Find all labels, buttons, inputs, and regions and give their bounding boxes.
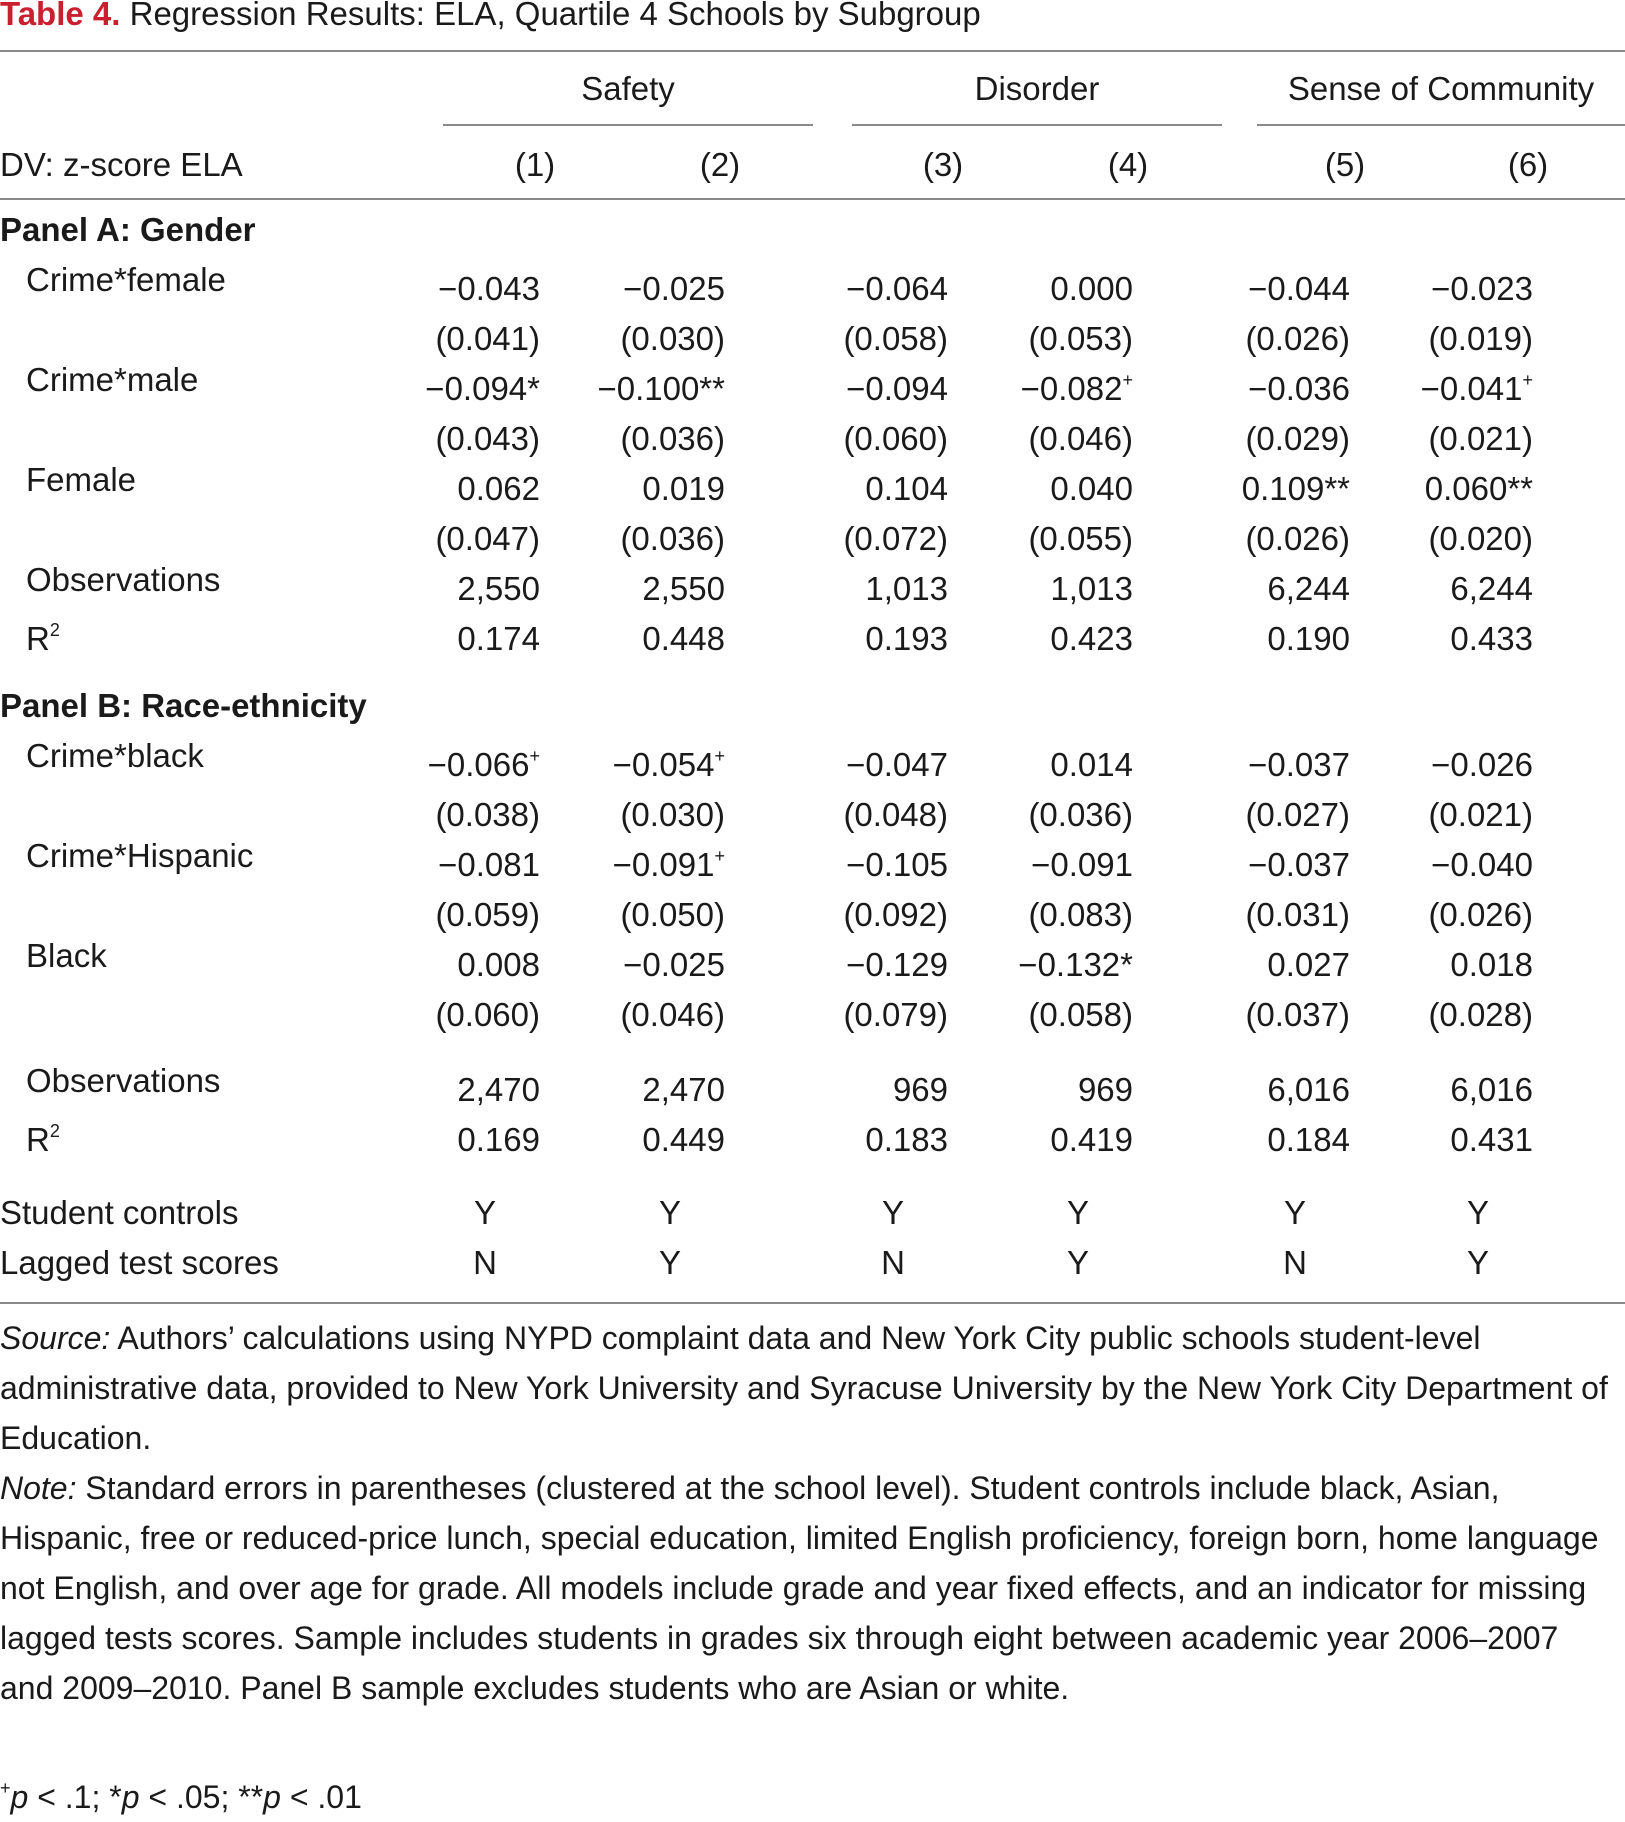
observations-cell: 1,013 <box>1050 570 1133 607</box>
std-error-cell: (0.027) <box>1245 796 1350 833</box>
r-squared-cell: 0.449 <box>642 1121 725 1158</box>
table-title <box>0 0 981 36</box>
std-error-cell: (0.041) <box>435 320 540 357</box>
control-cell: Y <box>1283 1194 1306 1231</box>
observations-cell: 6,244 <box>1267 570 1350 607</box>
observations-label: Observations <box>26 1062 221 1099</box>
control-cell: Y <box>1466 1194 1489 1231</box>
std-error-cell: (0.026) <box>1245 320 1350 357</box>
std-error-cell: (0.031) <box>1245 896 1350 933</box>
r-squared-cell: 0.190 <box>1267 620 1350 657</box>
std-error-cell: (0.053) <box>1028 320 1133 357</box>
coefficient-cell: 0.014 <box>1050 746 1133 783</box>
table-caption: Regression Results: ELA, Quartile 4 Schools by Subgroup <box>129 0 981 32</box>
std-error-cell: (0.083) <box>1028 896 1133 933</box>
std-error-cell: (0.046) <box>620 996 725 1033</box>
control-cell: Y <box>1066 1244 1089 1281</box>
observations-label: Observations <box>26 561 221 598</box>
row-label: Black <box>26 937 107 974</box>
std-error-cell: (0.036) <box>620 520 725 557</box>
row-label: Crime*female <box>26 261 226 298</box>
note-text-block <box>0 1463 1620 1713</box>
control-cell: N <box>1283 1244 1307 1281</box>
coefficient-cell: −0.037 <box>1248 746 1350 783</box>
group-rule-safety <box>443 124 813 126</box>
column-header-1: (1) <box>514 146 556 183</box>
std-error-cell: (0.060) <box>843 420 948 457</box>
r-squared-cell: 0.431 <box>1450 1121 1533 1158</box>
coefficient-cell: −0.091+ <box>612 846 725 883</box>
std-error-cell: (0.028) <box>1428 996 1533 1033</box>
std-error-cell: (0.036) <box>1028 796 1133 833</box>
observations-cell: 6,016 <box>1267 1071 1350 1108</box>
coefficient-cell: −0.037 <box>1248 846 1350 883</box>
r-squared-cell: 0.193 <box>865 620 948 657</box>
observations-cell: 2,550 <box>642 570 725 607</box>
std-error-cell: (0.029) <box>1245 420 1350 457</box>
std-error-cell: (0.030) <box>620 796 725 833</box>
std-error-cell: (0.030) <box>620 320 725 357</box>
control-cell: Y <box>1466 1244 1489 1281</box>
panel-title-1: Panel A: Gender <box>0 211 256 248</box>
observations-cell: 2,470 <box>457 1071 540 1108</box>
coefficient-cell: −0.044 <box>1248 270 1350 307</box>
observations-cell: 2,550 <box>457 570 540 607</box>
coefficient-cell: 0.040 <box>1050 470 1133 507</box>
row-label: Crime*Hispanic <box>26 837 254 874</box>
group-rule-sense-of-community <box>1257 124 1625 126</box>
source-label: Source: <box>0 1320 111 1356</box>
std-error-cell: (0.050) <box>620 896 725 933</box>
coefficient-cell: −0.132* <box>1018 946 1133 983</box>
column-header-3: (3) <box>922 146 964 183</box>
group-header-disorder: Disorder <box>974 70 1100 107</box>
control-label: Lagged test scores <box>0 1244 279 1281</box>
observations-cell: 6,016 <box>1450 1071 1533 1108</box>
coefficient-cell: −0.066+ <box>427 746 540 783</box>
std-error-cell: (0.055) <box>1028 520 1133 557</box>
coefficient-cell: 0.008 <box>457 946 540 983</box>
column-header-4: (4) <box>1107 146 1149 183</box>
coefficient-cell: 0.027 <box>1267 946 1350 983</box>
r-squared-cell: 0.169 <box>457 1121 540 1158</box>
r-squared-cell: 0.184 <box>1267 1121 1350 1158</box>
std-error-cell: (0.047) <box>435 520 540 557</box>
coefficient-cell: −0.041+ <box>1420 370 1533 407</box>
std-error-cell: (0.058) <box>843 320 948 357</box>
std-error-cell: (0.072) <box>843 520 948 557</box>
group-header-sense-of-community: Sense of Community <box>1287 70 1595 107</box>
std-error-cell: (0.079) <box>843 996 948 1033</box>
r-squared-cell: 0.423 <box>1050 620 1133 657</box>
coefficient-cell: −0.082+ <box>1020 370 1133 407</box>
coefficient-cell: 0.000 <box>1050 270 1133 307</box>
r-squared-cell: 0.419 <box>1050 1121 1133 1158</box>
coefficient-cell: −0.081 <box>438 846 540 883</box>
std-error-cell: (0.059) <box>435 896 540 933</box>
observations-cell: 969 <box>892 1071 948 1108</box>
r-squared-label: $R^2$ <box>26 1121 60 1158</box>
std-error-cell: (0.020) <box>1428 520 1533 557</box>
control-cell: Y <box>658 1244 681 1281</box>
control-cell: N <box>881 1244 905 1281</box>
coefficient-cell: −0.100** <box>597 370 725 407</box>
table-label: Table 4. <box>0 0 121 32</box>
std-error-cell: (0.048) <box>843 796 948 833</box>
dv-label: DV: z-score ELA <box>0 146 243 183</box>
coefficient-cell: −0.094* <box>425 370 540 407</box>
group-rule-disorder <box>852 124 1222 126</box>
r-squared-cell: 0.433 <box>1450 620 1533 657</box>
r-squared-label: $R^2$ <box>26 620 60 657</box>
std-error-cell: (0.092) <box>843 896 948 933</box>
column-header-6: (6) <box>1507 146 1549 183</box>
coefficient-cell: −0.025 <box>623 270 725 307</box>
coefficient-cell: −0.023 <box>1431 270 1533 307</box>
note-label: Note: <box>0 1470 77 1506</box>
source-note <box>0 1313 1620 1463</box>
r-squared-cell: 0.448 <box>642 620 725 657</box>
column-header-5: (5) <box>1324 146 1366 183</box>
std-error-cell: (0.019) <box>1428 320 1533 357</box>
coefficient-cell: −0.054+ <box>612 746 725 783</box>
control-cell: Y <box>658 1194 681 1231</box>
coefficient-cell: 0.109** <box>1241 470 1350 507</box>
observations-cell: 2,470 <box>642 1071 725 1108</box>
observations-cell: 1,013 <box>865 570 948 607</box>
group-header-safety: Safety <box>581 70 675 107</box>
control-cell: Y <box>881 1194 904 1231</box>
std-error-cell: (0.036) <box>620 420 725 457</box>
coefficient-cell: −0.025 <box>623 946 725 983</box>
r-squared-cell: 0.174 <box>457 620 540 657</box>
coefficient-cell: −0.064 <box>846 270 948 307</box>
coefficient-cell: 0.060** <box>1424 470 1533 507</box>
bottom-rule <box>0 1302 1625 1304</box>
std-error-cell: (0.021) <box>1428 796 1533 833</box>
observations-cell: 6,244 <box>1450 570 1533 607</box>
coefficient-cell: −0.105 <box>846 846 948 883</box>
source-text: Authors’ calculations using NYPD complaint data and New York City public schools student-level administrative data, provided to New York University and Syracuse University by the New York City Department of Education. <box>0 1320 1608 1456</box>
std-error-cell: (0.046) <box>1028 420 1133 457</box>
column-header-2: (2) <box>699 146 741 183</box>
row-label: Crime*black <box>26 737 204 774</box>
control-cell: Y <box>473 1194 496 1231</box>
std-error-cell: (0.058) <box>1028 996 1133 1033</box>
control-cell: Y <box>1066 1194 1089 1231</box>
coefficient-cell: −0.040 <box>1431 846 1533 883</box>
coefficient-cell: −0.036 <box>1248 370 1350 407</box>
row-label: Female <box>26 461 137 498</box>
significance-note: +p < .1; *p < .05; **p < .01 <box>0 1778 362 1815</box>
header-rule <box>0 198 1625 200</box>
coefficient-cell: 0.019 <box>642 470 725 507</box>
control-label: Student controls <box>0 1194 239 1231</box>
note-text: Standard errors in parentheses (clustered at the school level). Student controls include black, Asian, Hispanic, free or reduced-price lunch, special education, limited English proficiency, foreign born, home language not English, and over age for grade. All models include grade and year fixed effects, and an indicator for missing lagged tests scores. Sample includes students in grades six through eight between academic year 2006–2007 and 2009–2010. Panel B sample excludes students who are Asian or white. <box>0 1470 1599 1706</box>
control-cell: N <box>473 1244 497 1281</box>
std-error-cell: (0.060) <box>435 996 540 1033</box>
coefficient-cell: −0.091 <box>1031 846 1133 883</box>
std-error-cell: (0.026) <box>1245 520 1350 557</box>
coefficient-cell: −0.043 <box>438 270 540 307</box>
std-error-cell: (0.037) <box>1245 996 1350 1033</box>
std-error-cell: (0.038) <box>435 796 540 833</box>
coefficient-cell: −0.047 <box>846 746 948 783</box>
observations-cell: 969 <box>1077 1071 1133 1108</box>
top-rule <box>0 50 1625 52</box>
coefficient-cell: 0.062 <box>457 470 540 507</box>
r-squared-cell: 0.183 <box>865 1121 948 1158</box>
coefficient-cell: −0.026 <box>1431 746 1533 783</box>
coefficient-cell: −0.129 <box>846 946 948 983</box>
coefficient-cell: 0.018 <box>1450 946 1533 983</box>
std-error-cell: (0.021) <box>1428 420 1533 457</box>
std-error-cell: (0.026) <box>1428 896 1533 933</box>
std-error-cell: (0.043) <box>435 420 540 457</box>
row-label: Crime*male <box>26 361 199 398</box>
coefficient-cell: 0.104 <box>865 470 948 507</box>
panel-title-2: Panel B: Race-ethnicity <box>0 687 367 724</box>
coefficient-cell: −0.094 <box>846 370 948 407</box>
